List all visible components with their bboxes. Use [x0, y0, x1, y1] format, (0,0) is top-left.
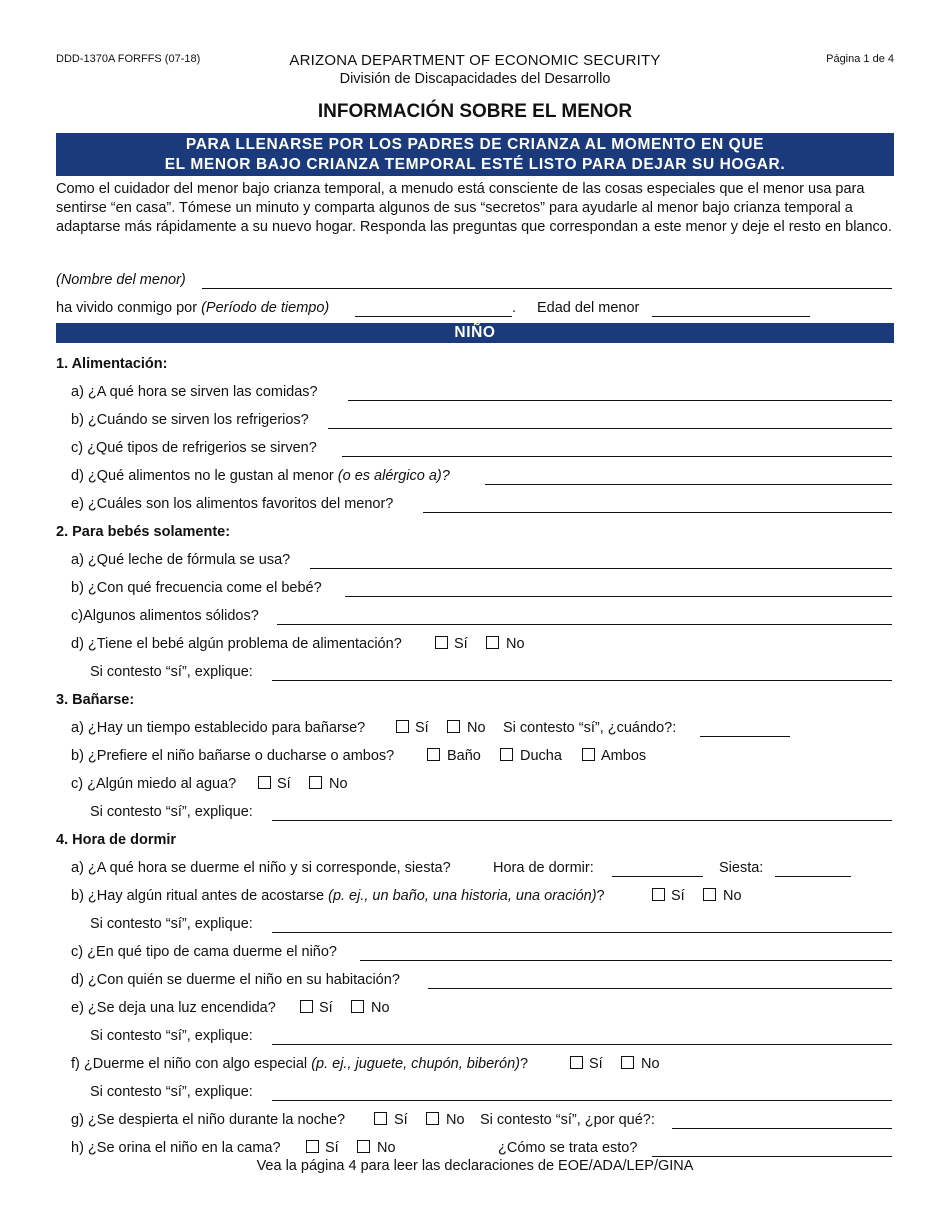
q4g-no-checkbox[interactable] [426, 1112, 439, 1125]
q1e-label: e) ¿Cuáles son los alimentos favoritos del menor? [71, 496, 394, 512]
q3c-explain-field[interactable] [272, 820, 892, 821]
q4a-bedtime-field[interactable] [612, 876, 703, 877]
q2b-field[interactable] [345, 596, 892, 597]
division-name: División de Discapacidades del Desarrollo [339, 71, 611, 87]
section-4-heading: 4. Hora de dormir [56, 832, 177, 848]
q4f-label: f) ¿Duerme el niño con algo especial (p. ej., juguete, chupón, biberón)? [71, 1056, 529, 1072]
q2b-label: b) ¿Con qué frecuencia come el bebé? [71, 580, 322, 596]
q3a-yes-label: Sí [415, 720, 429, 736]
q1d-label: d) ¿Qué alimentos no le gustan al menor (o es alérgico a)? [71, 468, 450, 484]
q4b-no-label: No [723, 888, 742, 904]
q2c-label: c)Algunos alimentos sólidos? [71, 608, 259, 624]
q4f-yes-checkbox[interactable] [570, 1056, 583, 1069]
q4b-explain-field[interactable] [272, 932, 892, 933]
child-name-field[interactable] [202, 288, 892, 289]
q3b-both-label: Ambos [601, 748, 647, 764]
q1c-field[interactable] [342, 456, 892, 457]
q4b-yes-label: Sí [671, 888, 685, 904]
q1b-field[interactable] [328, 428, 892, 429]
q4d-label: d) ¿Con quién se duerme el niño en su habitación? [71, 972, 400, 988]
intro-paragraph: Como el cuidador del menor bajo crianza temporal, a menudo está consciente de las cosas especiales que el menor usa para sentirse “en casa”. Tómese un minuto y comparta algunos de sus “secretos” para ayudarle al menor bajo crianza temporal a adaptarse más rápidamente a su nuevo hogar. Responda las preguntas que correspondan a este menor y deje el resto en blanco. [56, 181, 892, 235]
section-1-heading: 1. Alimentación: [56, 356, 168, 372]
agency-name: ARIZONA DEPARTMENT OF ECONOMIC SECURITY [289, 52, 661, 69]
q4f-no-label: No [641, 1056, 660, 1072]
q4d-field[interactable] [428, 988, 892, 989]
q4f-no-checkbox[interactable] [621, 1056, 634, 1069]
q3b-label: b) ¿Prefiere el niño bañarse o ducharse o ambos? [71, 748, 395, 764]
q2d-explain-label: Si contesto “sí”, explique: [90, 664, 253, 680]
q3b-shower-label: Ducha [520, 748, 562, 764]
q3c-label: c) ¿Algún miedo al agua? [71, 776, 237, 792]
q2d-no-label: No [506, 636, 525, 652]
banner-line-2: EL MENOR BAJO CRIANZA TEMPORAL ESTÉ LISTO PARA DEJAR SU HOGAR. [164, 156, 786, 173]
section-3-heading: 3. Bañarse: [56, 692, 135, 708]
q4e-no-label: No [371, 1000, 390, 1016]
q3b-bath-label: Baño [447, 748, 481, 764]
q1c-label: c) ¿Qué tipos de refrigerios se sirven? [71, 440, 317, 456]
q4a-nap-field[interactable] [775, 876, 851, 877]
q3a-label: a) ¿Hay un tiempo establecido para bañarse? [71, 720, 366, 736]
section-banner-nino: NIÑO [56, 323, 894, 343]
period-dot: . [512, 300, 517, 316]
q3c-yes-checkbox[interactable] [258, 776, 271, 789]
q4a-bedtime-label: Hora de dormir: [493, 860, 594, 876]
page-title: INFORMACIÓN SOBRE EL MENOR [317, 101, 633, 122]
q3c-no-label: No [329, 776, 348, 792]
banner-line-1: PARA LLENARSE POR LOS PADRES DE CRIANZA AL MOMENTO EN QUE [185, 136, 765, 153]
q4c-field[interactable] [360, 960, 892, 961]
q4e-no-checkbox[interactable] [351, 1000, 364, 1013]
q4h-label: h) ¿Se orina el niño en la cama? [71, 1140, 281, 1156]
q1b-label: b) ¿Cuándo se sirven los refrigerios? [71, 412, 309, 428]
q3b-bath-checkbox[interactable] [427, 748, 440, 761]
q3a-when-field[interactable] [700, 736, 790, 737]
q4g-no-label: No [446, 1112, 465, 1128]
footer-note: Vea la página 4 para leer las declaraciones de EOE/ADA/LEP/GINA [256, 1158, 694, 1174]
q4g-why-field[interactable] [672, 1128, 892, 1129]
q2a-field[interactable] [310, 568, 892, 569]
lived-with-label: ha vivido conmigo por (Período de tiempo) [56, 300, 330, 316]
q4h-yes-checkbox[interactable] [306, 1140, 319, 1153]
section-2-heading: 2. Para bebés solamente: [56, 524, 231, 540]
q3a-no-checkbox[interactable] [447, 720, 460, 733]
child-name-label: (Nombre del menor) [56, 272, 186, 288]
q4h-yes-label: Sí [325, 1140, 339, 1156]
q4e-yes-checkbox[interactable] [300, 1000, 313, 1013]
q4f-explain-label: Si contesto “sí”, explique: [90, 1084, 253, 1100]
q4a-label: a) ¿A qué hora se duerme el niño y si corresponde, siesta? [71, 860, 451, 876]
q3c-no-checkbox[interactable] [309, 776, 322, 789]
q4g-why-label: Si contesto “sí”, ¿por qué?: [480, 1112, 655, 1128]
q4b-yes-checkbox[interactable] [652, 888, 665, 901]
q4c-label: c) ¿En qué tipo de cama duerme el niño? [71, 944, 337, 960]
q4f-explain-field[interactable] [272, 1100, 892, 1101]
q2d-label: d) ¿Tiene el bebé algún problema de alimentación? [71, 636, 402, 652]
child-age-label: Edad del menor [537, 300, 640, 316]
instructions-banner [56, 133, 894, 176]
q2c-field[interactable] [277, 624, 892, 625]
page-number: Página 1 de 4 [826, 53, 894, 65]
q3b-shower-checkbox[interactable] [500, 748, 513, 761]
lived-period-field[interactable] [355, 316, 512, 317]
q4h-no-checkbox[interactable] [357, 1140, 370, 1153]
q4e-label: e) ¿Se deja una luz encendida? [71, 1000, 276, 1016]
q4f-yes-label: Sí [589, 1056, 603, 1072]
q4h-how-field[interactable] [652, 1156, 892, 1157]
q3a-no-label: No [467, 720, 486, 736]
q1a-field[interactable] [348, 400, 892, 401]
q2d-no-checkbox[interactable] [486, 636, 499, 649]
q4b-no-checkbox[interactable] [703, 888, 716, 901]
q3a-yes-checkbox[interactable] [396, 720, 409, 733]
q4h-how-label: ¿Cómo se trata esto? [498, 1140, 638, 1156]
q4g-yes-label: Sí [394, 1112, 408, 1128]
q3a-when-label: Si contesto “sí”, ¿cuándo?: [503, 720, 677, 736]
q4g-yes-checkbox[interactable] [374, 1112, 387, 1125]
q3b-both-checkbox[interactable] [582, 748, 595, 761]
form-id: DDD-1370A FORFFS (07-18) [56, 53, 201, 65]
q4a-nap-label: Siesta: [719, 860, 764, 876]
q4e-yes-label: Sí [319, 1000, 333, 1016]
q1a-label: a) ¿A qué hora se sirven las comidas? [71, 384, 318, 400]
q2d-yes-label: Sí [454, 636, 468, 652]
q4e-explain-label: Si contesto “sí”, explique: [90, 1028, 253, 1044]
q4e-explain-field[interactable] [272, 1044, 892, 1045]
child-age-field[interactable] [652, 316, 810, 317]
q4b-label: b) ¿Hay algún ritual antes de acostarse (p. ej., un baño, una historia, una oración)? [71, 888, 605, 904]
q4b-explain-label: Si contesto “sí”, explique: [90, 916, 253, 932]
q1d-field[interactable] [485, 484, 892, 485]
q4g-label: g) ¿Se despierta el niño durante la noche? [71, 1112, 346, 1128]
q2a-label: a) ¿Qué leche de fórmula se usa? [71, 552, 291, 568]
q3c-yes-label: Sí [277, 776, 291, 792]
q3c-explain-label: Si contesto “sí”, explique: [90, 804, 253, 820]
q2d-explain-field[interactable] [272, 680, 892, 681]
q1e-field[interactable] [423, 512, 892, 513]
q2d-yes-checkbox[interactable] [435, 636, 448, 649]
q4h-no-label: No [377, 1140, 396, 1156]
